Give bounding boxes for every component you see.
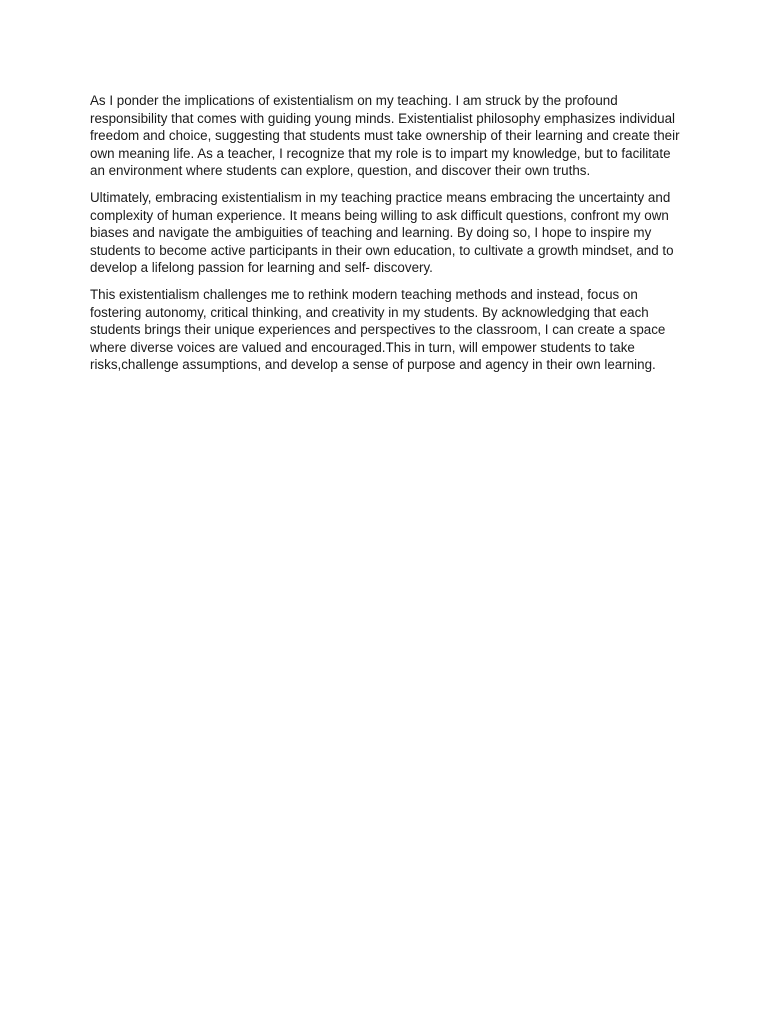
- paragraph-1: As I ponder the implications of existentialism on my teaching. I am struck by the profound responsibility that comes with guiding young minds. Existentialist philosophy emphasizes individual freedom and choice, suggesting that students must take ownership of their learning and create their own meaning life. As a teacher, I recognize that my role is to impart my knowledge, but to facilitate an environment where students can explore, question, and discover their own truths.: [90, 93, 680, 179]
- document-body: [90, 92, 680, 383]
- paragraph-2: Ultimately, embracing existentialism in my teaching practice means embracing the uncertainty and complexity of human experience. It means being willing to ask difficult questions, confront my own biases and navigate the ambiguities of teaching and learning. By doing so, I hope to inspire my students to become active participants in their own education, to cultivate a growth mindset, and to develop a lifelong passion for learning and self- discovery.: [90, 189, 674, 276]
- paragraph-3: This existentialism challenges me to rethink modern teaching methods and instead, focus on fostering autonomy, critical thinking, and creativity in my students. By acknowledging that each students brings their unique experiences and perspectives to the classroom, I can create a space where diverse voices are valued and encouraged.This in turn, will empower students to take risks,challenge assumptions, and develop a sense of purpose and agency in their own learning.: [90, 286, 666, 373]
